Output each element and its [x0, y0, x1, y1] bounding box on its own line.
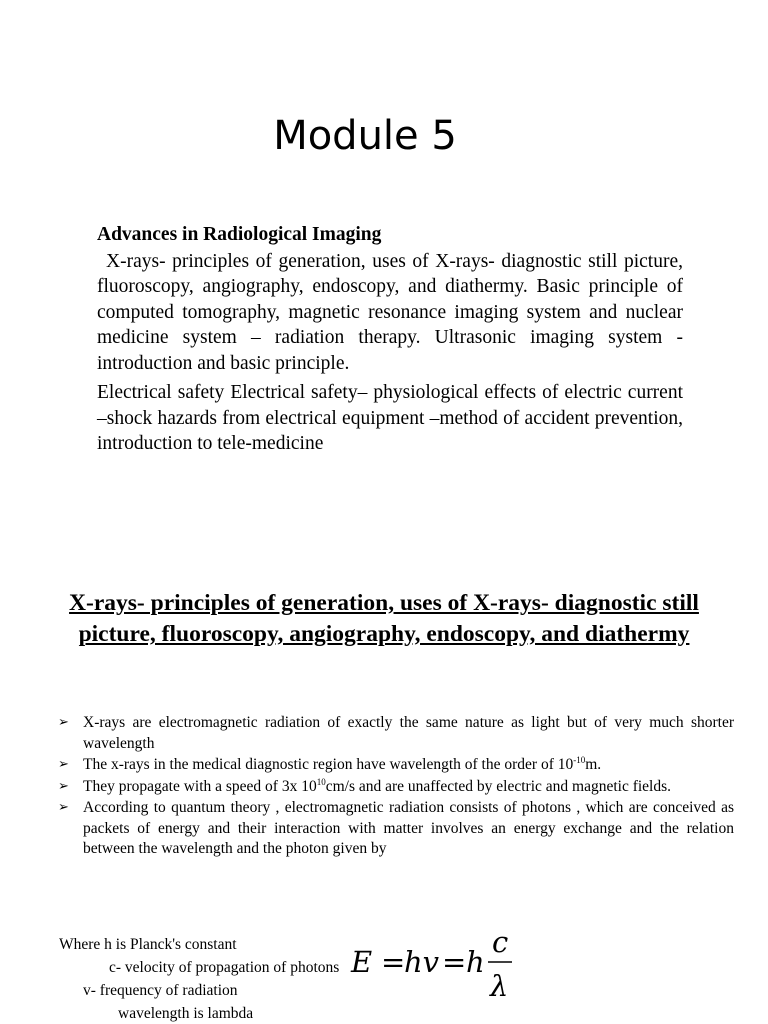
- bullet-text-end: m.: [585, 756, 602, 773]
- list-item: [58, 798, 734, 860]
- module-title: Module 5: [273, 113, 457, 159]
- list-item: [58, 713, 734, 754]
- legend-frequency: v- frequency of radiation: [83, 982, 238, 999]
- formula-h-nu: hv: [404, 945, 440, 979]
- list-item: [58, 755, 734, 776]
- formula-equals: =: [381, 945, 406, 979]
- syllabus-block: [97, 222, 683, 457]
- formula-c: c: [492, 925, 509, 959]
- bullet-text: The x-rays in the medical diagnostic region have wavelength of the order of 10: [83, 756, 574, 773]
- bullet-text: They propagate with a speed of 3x 10: [83, 777, 317, 795]
- legend-wavelength: wavelength is lambda: [118, 1005, 254, 1022]
- syllabus-subheading: Advances in Radiological Imaging: [97, 224, 382, 245]
- bullet-text: According to quantum theory , electromagnetic radiation consists of photons , which are conceived as packets of energy and their interaction with matter involves an energy exchange and the relation between the wavelength and the photon given by: [83, 799, 734, 857]
- legend-planck: Where h is Planck's constant: [59, 936, 237, 953]
- formula-lambda: λ: [490, 969, 509, 1003]
- arrow-bullet-icon: ➢: [58, 757, 69, 772]
- formula-h: h: [466, 945, 485, 979]
- formula-equals: =: [442, 945, 467, 979]
- bullet-text-end: cm/s and are unaffected by electric and magnetic fields.: [325, 777, 672, 795]
- bullet-list: [58, 713, 734, 861]
- arrow-bullet-icon: ➢: [58, 715, 69, 730]
- formula-energy: E: [351, 945, 373, 979]
- list-item: [58, 777, 734, 798]
- syllabus-paragraph-imaging: X-rays- principles of generation, uses of X-rays- diagnostic still picture, fluoroscopy, angiography, endoscopy, and diathermy. Basic principle of computed tomography, magnetic resonance imaging system and nuclear medicine system – radiation therapy. Ultrasonic imaging system - introduction and basic principle.: [97, 250, 683, 374]
- bullet-text: X-rays are electromagnetic radiation of exactly the same nature as light but of very much shorter wavelength: [83, 714, 734, 752]
- section-heading: X-rays- principles of generation, uses of X-rays- diagnostic still picture, fluoroscopy, angiography, endoscopy, and diathermy: [69, 590, 699, 647]
- legend-velocity: c- velocity of propagation of photons: [109, 959, 340, 976]
- energy-formula: [348, 925, 528, 1006]
- exponent: -10: [573, 755, 586, 765]
- arrow-bullet-icon: ➢: [58, 778, 69, 794]
- arrow-bullet-icon: ➢: [58, 800, 69, 815]
- syllabus-paragraph-safety: Electrical safety Electrical safety– physiological effects of electric current –shock hazards from electrical equipment –method of accident prevention, introduction to tele-medicine: [97, 382, 683, 454]
- exponent: 10: [316, 776, 326, 787]
